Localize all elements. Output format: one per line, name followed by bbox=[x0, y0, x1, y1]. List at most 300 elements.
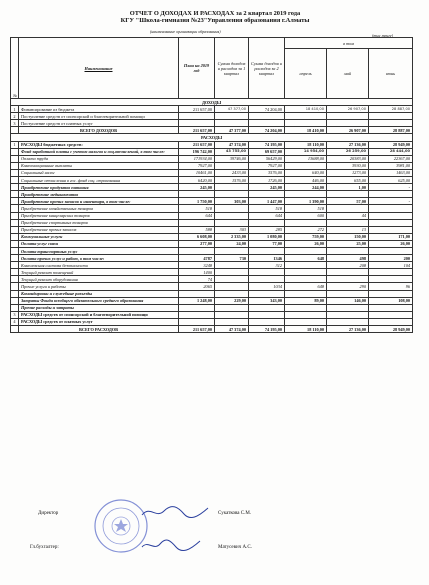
row-number bbox=[11, 198, 19, 205]
cell-q2 bbox=[249, 247, 285, 254]
cell-jun bbox=[369, 311, 413, 318]
title-line-2: КГУ "Школа-гимназия №23"Управления образования г.Алматы bbox=[120, 17, 310, 24]
row-number bbox=[11, 297, 19, 304]
cell-jun: 28 887,00 bbox=[369, 106, 413, 113]
section-title: ДОХОДЫ bbox=[11, 99, 413, 106]
row-label: Социальный налог bbox=[19, 169, 179, 176]
cell-apr bbox=[285, 276, 327, 283]
cell-jun bbox=[369, 290, 413, 297]
row-label: Коммунальные услуги bbox=[19, 233, 179, 240]
cell-jun: 104 bbox=[369, 262, 413, 269]
cell-jun: 3981,00 bbox=[369, 162, 413, 169]
table-row bbox=[11, 184, 413, 191]
table-row bbox=[11, 318, 413, 325]
cell-plan: 10461,00 bbox=[179, 169, 215, 176]
cell-jun: 200 bbox=[369, 255, 413, 262]
cell-q1 bbox=[215, 184, 249, 191]
cell-q1 bbox=[215, 311, 249, 318]
cell-q1: 1576,00 bbox=[215, 177, 249, 184]
cell-apr: 14 954,00 bbox=[285, 148, 327, 155]
cell-q1 bbox=[215, 162, 249, 169]
cell-may: 208 bbox=[327, 262, 369, 269]
cell-may bbox=[327, 120, 369, 127]
cell-q2 bbox=[249, 290, 285, 297]
row-label: Оплата прочих услуг и работ, в том числе: bbox=[19, 255, 179, 262]
cell-may bbox=[327, 304, 369, 311]
cell-q2: 74 195,00 bbox=[249, 141, 285, 148]
cell-q2 bbox=[249, 269, 285, 276]
cell-apr: 600 bbox=[285, 212, 327, 219]
cell-q1 bbox=[215, 212, 249, 219]
row-number bbox=[11, 326, 19, 333]
cell-may: 26 907,00 bbox=[327, 127, 369, 134]
cell-may bbox=[327, 269, 369, 276]
cell-q2 bbox=[249, 219, 285, 226]
table-row bbox=[11, 198, 413, 205]
cell-jun bbox=[369, 205, 413, 212]
row-number bbox=[11, 276, 19, 283]
cell-q2: 74 204,00 bbox=[249, 127, 285, 134]
cell-apr: 272 bbox=[285, 226, 327, 233]
cell-may bbox=[327, 276, 369, 283]
expense-total-row bbox=[11, 326, 413, 333]
cell-may: 146,00 bbox=[327, 297, 369, 304]
cell-plan: 171934,00 bbox=[179, 155, 215, 162]
table-row bbox=[11, 233, 413, 240]
report-title bbox=[60, 10, 370, 24]
cell-q1: 47 377,00 bbox=[215, 127, 249, 134]
cell-q1 bbox=[215, 276, 249, 283]
cell-plan bbox=[179, 247, 215, 254]
table-row bbox=[11, 113, 413, 120]
cell-may bbox=[327, 219, 369, 226]
cell-q1: 229,00 bbox=[215, 297, 249, 304]
cell-plan: 1 248,00 bbox=[179, 297, 215, 304]
row-number: 2 bbox=[11, 113, 19, 120]
table-row bbox=[11, 247, 413, 254]
row-label: Финансирование из бюджета bbox=[19, 106, 179, 113]
table-row bbox=[11, 226, 413, 233]
cell-plan: 74 bbox=[179, 276, 215, 283]
cell-q2 bbox=[249, 276, 285, 283]
cell-apr bbox=[285, 120, 327, 127]
cell-apr: 244,00 bbox=[285, 184, 327, 191]
cell-apr: 640,00 bbox=[285, 169, 327, 176]
cell-q2: 1346 bbox=[249, 255, 285, 262]
cell-plan: 245,00 bbox=[179, 184, 215, 191]
cell-q1 bbox=[215, 283, 249, 290]
row-label: Приобретение прочих запасов и инвентаря, в том числе: bbox=[19, 198, 179, 205]
row-number bbox=[11, 304, 19, 311]
cell-apr: 1 390,00 bbox=[285, 198, 327, 205]
cell-plan: 6 608,00 bbox=[179, 233, 215, 240]
cell-q1: 47 377,00 bbox=[215, 106, 249, 113]
cell-may bbox=[327, 191, 369, 198]
row-number: 1 bbox=[11, 106, 19, 113]
cell-q2: 77,00 bbox=[249, 240, 285, 247]
cell-q1: 303 bbox=[215, 226, 249, 233]
director-name: Сукаткова С.М. bbox=[218, 511, 252, 516]
table-row bbox=[11, 255, 413, 262]
cell-jun bbox=[369, 226, 413, 233]
cell-plan bbox=[179, 304, 215, 311]
row-label: Текущий ремонт оборудования bbox=[19, 276, 179, 283]
cell-apr: 18 110,00 bbox=[285, 141, 327, 148]
cell-plan: 644 bbox=[179, 212, 215, 219]
cell-q1: 47 374,00 bbox=[215, 141, 249, 148]
col-jun: июнь bbox=[369, 49, 413, 99]
cell-may: 27 136,00 bbox=[327, 141, 369, 148]
table-row bbox=[11, 191, 413, 198]
unit-note: (тыс.тенге) bbox=[372, 33, 394, 38]
cell-plan: 6420,00 bbox=[179, 177, 215, 184]
cell-jun bbox=[369, 113, 413, 120]
cell-jun bbox=[369, 318, 413, 325]
row-number bbox=[11, 212, 19, 219]
cell-q1: 24,00 bbox=[215, 240, 249, 247]
row-label: Прочие услуги и работы bbox=[19, 283, 179, 290]
org-note: (наименование организации образования) bbox=[150, 29, 221, 34]
col-q1: Сумма доходов и расходов за 1 квартал bbox=[215, 38, 249, 99]
cell-apr bbox=[285, 311, 327, 318]
row-label: ВСЕГО ДОХОДОВ bbox=[19, 127, 179, 134]
row-number bbox=[11, 127, 19, 134]
cell-may: 13 bbox=[327, 226, 369, 233]
cell-apr: 18 110,00 bbox=[285, 326, 327, 333]
cell-q1: 2433,00 bbox=[215, 169, 249, 176]
cell-q2: 644 bbox=[249, 212, 285, 219]
cell-q2 bbox=[249, 311, 285, 318]
row-number bbox=[11, 255, 19, 262]
cell-may bbox=[327, 290, 369, 297]
table-row bbox=[11, 169, 413, 176]
cell-may: 1,00 bbox=[327, 184, 369, 191]
table-row bbox=[11, 155, 413, 162]
cell-q1: 730 bbox=[215, 255, 249, 262]
cell-may bbox=[327, 311, 369, 318]
cell-jun bbox=[369, 212, 413, 219]
row-label: Социальные отчисления в гос. фонд соц. страхования bbox=[19, 177, 179, 184]
cell-plan: 211 657,00 bbox=[179, 127, 215, 134]
cell-plan: 588 bbox=[179, 226, 215, 233]
header-row-top bbox=[11, 38, 413, 49]
cell-plan bbox=[179, 290, 215, 297]
table-row bbox=[11, 219, 413, 226]
cell-may: 290 bbox=[327, 283, 369, 290]
table-row bbox=[11, 162, 413, 169]
cell-q2: 56429,00 bbox=[249, 155, 285, 162]
cell-plan: 211 657,00 bbox=[179, 326, 215, 333]
cell-apr: 18 410,00 bbox=[285, 127, 327, 134]
row-label: Оплата транспортных услуг bbox=[19, 247, 179, 254]
cell-plan bbox=[179, 318, 215, 325]
cell-q1 bbox=[215, 205, 249, 212]
table-row bbox=[11, 276, 413, 283]
cell-apr bbox=[285, 290, 327, 297]
cell-plan: 4787 bbox=[179, 255, 215, 262]
cell-q1 bbox=[215, 269, 249, 276]
row-label: Оплата труда bbox=[19, 155, 179, 162]
cell-jun bbox=[369, 120, 413, 127]
cell-may: 655,00 bbox=[327, 177, 369, 184]
row-number bbox=[11, 177, 19, 184]
cell-jun: 171,00 bbox=[369, 233, 413, 240]
table-row bbox=[11, 212, 413, 219]
cell-q2: 74 204,00 bbox=[249, 106, 285, 113]
table-row bbox=[11, 148, 413, 155]
cell-apr bbox=[285, 318, 327, 325]
table-row bbox=[11, 106, 413, 113]
cell-q1 bbox=[215, 290, 249, 297]
row-number: 1 bbox=[11, 141, 19, 148]
cell-q2: 343,00 bbox=[249, 297, 285, 304]
cell-may: 3930,00 bbox=[327, 162, 369, 169]
row-label: Приобретение медикаментов bbox=[19, 191, 179, 198]
row-number bbox=[11, 205, 19, 212]
cell-jun bbox=[369, 276, 413, 283]
row-label: Комплексная система безопасности bbox=[19, 262, 179, 269]
row-label: Приобретение спортивных товаров bbox=[19, 219, 179, 226]
cell-plan: 211 657,00 bbox=[179, 106, 215, 113]
cell-q2: 285 bbox=[249, 226, 285, 233]
cell-may bbox=[327, 205, 369, 212]
row-number: 3 bbox=[11, 311, 19, 318]
report-body bbox=[11, 99, 413, 333]
cell-jun bbox=[369, 304, 413, 311]
accountant-name: Матусевич А.С. bbox=[218, 545, 252, 550]
cell-plan bbox=[179, 219, 215, 226]
row-label: Приобретение хозяйственных товаров bbox=[19, 205, 179, 212]
cell-plan bbox=[179, 113, 215, 120]
cell-may bbox=[327, 113, 369, 120]
row-number bbox=[11, 262, 19, 269]
cell-q1 bbox=[215, 304, 249, 311]
col-apr: апрель bbox=[285, 49, 327, 99]
cell-q2 bbox=[249, 318, 285, 325]
cell-plan: 2065 bbox=[179, 283, 215, 290]
cell-may: 26 259,00 bbox=[327, 148, 369, 155]
cell-q2: 518 bbox=[249, 205, 285, 212]
row-label: Командировки и служебные разъезды bbox=[19, 290, 179, 297]
cell-q1 bbox=[215, 113, 249, 120]
row-label: РАСХОДЫ средств от платных услуг bbox=[19, 318, 179, 325]
cell-q1: 39746,00 bbox=[215, 155, 249, 162]
cell-may: 57,00 bbox=[327, 198, 369, 205]
row-label: Приобретение прочих запасов bbox=[19, 226, 179, 233]
cell-apr: 13688,00 bbox=[285, 155, 327, 162]
row-number bbox=[11, 283, 19, 290]
col-no: № bbox=[11, 38, 19, 99]
cell-q2: 3576,00 bbox=[249, 169, 285, 176]
table-row bbox=[11, 283, 413, 290]
cell-plan bbox=[179, 120, 215, 127]
cell-may: 27 136,00 bbox=[327, 326, 369, 333]
cell-jun: 28 949,00 bbox=[369, 141, 413, 148]
table-row bbox=[11, 297, 413, 304]
cell-jun: 28 949,00 bbox=[369, 326, 413, 333]
row-number bbox=[11, 269, 19, 276]
cell-may: 44 bbox=[327, 212, 369, 219]
cell-plan bbox=[179, 191, 215, 198]
cell-apr: 18 410,00 bbox=[285, 106, 327, 113]
table-row bbox=[11, 262, 413, 269]
cell-jun: 1463,00 bbox=[369, 169, 413, 176]
cell-apr bbox=[285, 269, 327, 276]
cell-may: 26 907,00 bbox=[327, 106, 369, 113]
cell-q1: 47 374,00 bbox=[215, 326, 249, 333]
row-number bbox=[11, 191, 19, 198]
row-label: Поступление средств от спонсорской и благотворительной помощи bbox=[19, 113, 179, 120]
income-total-row bbox=[11, 127, 413, 134]
cell-may: 25,00 bbox=[327, 240, 369, 247]
cell-q2: 69 657,00 bbox=[249, 148, 285, 155]
col-may: май bbox=[327, 49, 369, 99]
table-row bbox=[11, 141, 413, 148]
section-income bbox=[11, 99, 413, 106]
cell-q1: 2 335,00 bbox=[215, 233, 249, 240]
row-number: 3 bbox=[11, 120, 19, 127]
title-line-1: ОТЧЕТ О ДОХОДАХ И РАСХОДАХ за 2 квартал 2019 года bbox=[129, 10, 301, 17]
cell-jun: 625,00 bbox=[369, 177, 413, 184]
section-title: РАСХОДЫ bbox=[11, 134, 413, 141]
cell-q1 bbox=[215, 120, 249, 127]
row-label: Оплата услуг связи bbox=[19, 240, 179, 247]
table-row bbox=[11, 311, 413, 318]
row-number bbox=[11, 233, 19, 240]
row-label: Текущий ремонт помещений bbox=[19, 269, 179, 276]
cell-q2 bbox=[249, 191, 285, 198]
cell-plan: 196 742,00 bbox=[179, 148, 215, 155]
row-label: Приобретение продуктов питания bbox=[19, 184, 179, 191]
cell-plan: 518 bbox=[179, 205, 215, 212]
cell-plan: 7927,00 bbox=[179, 162, 215, 169]
row-label: Затраты Фонда всеобщего обязательного среднего образования bbox=[19, 297, 179, 304]
cell-may bbox=[327, 318, 369, 325]
cell-q2: 7927,00 bbox=[249, 162, 285, 169]
table-row bbox=[11, 269, 413, 276]
cell-apr: 446,00 bbox=[285, 177, 327, 184]
report-table bbox=[10, 37, 413, 333]
col-plan: План на 2019 год bbox=[179, 38, 215, 99]
cell-may: 1273,00 bbox=[327, 169, 369, 176]
col-in-total: в том bbox=[285, 38, 413, 49]
cell-apr: 648 bbox=[285, 283, 327, 290]
row-label: Прочие расходы и затраты bbox=[19, 304, 179, 311]
col-name: Наименование bbox=[19, 38, 179, 99]
row-label: Приобретение канцелярских товаров bbox=[19, 212, 179, 219]
row-label: ВСЕГО РАСХОДОВ bbox=[19, 326, 179, 333]
cell-apr: 759,00 bbox=[285, 233, 327, 240]
cell-jun: 96 bbox=[369, 283, 413, 290]
cell-jun: 28 887,00 bbox=[369, 127, 413, 134]
row-number bbox=[11, 226, 19, 233]
cell-jun: 28 444,00 bbox=[369, 148, 413, 155]
cell-jun bbox=[369, 247, 413, 254]
row-label: РАСХОДЫ средств от спонсорской и благотворительной помощи bbox=[19, 311, 179, 318]
cell-q2: 1726,00 bbox=[249, 177, 285, 184]
cell-apr bbox=[285, 113, 327, 120]
cell-plan: 3248 bbox=[179, 262, 215, 269]
row-number bbox=[11, 219, 19, 226]
cell-apr: 518 bbox=[285, 205, 327, 212]
cell-q2: 245,00 bbox=[249, 184, 285, 191]
cell-jun bbox=[369, 219, 413, 226]
director-label: Директор bbox=[38, 511, 59, 516]
cell-q2: 312 bbox=[249, 262, 285, 269]
cell-apr bbox=[285, 262, 327, 269]
cell-apr bbox=[285, 191, 327, 198]
cell-q1: 303,00 bbox=[215, 198, 249, 205]
accountant-signature-icon bbox=[140, 537, 202, 553]
cell-q1 bbox=[215, 191, 249, 198]
cell-apr bbox=[285, 247, 327, 254]
cell-apr bbox=[285, 162, 327, 169]
row-label: Поступление средств от платных услуг bbox=[19, 120, 179, 127]
cell-plan: 1400 bbox=[179, 269, 215, 276]
cell-plan: 211 657,00 bbox=[179, 141, 215, 148]
cell-jun: 22367,00 bbox=[369, 155, 413, 162]
cell-jun: - bbox=[369, 198, 413, 205]
cell-q1 bbox=[215, 262, 249, 269]
row-number bbox=[11, 169, 19, 176]
row-label: Компенсационные выплаты bbox=[19, 162, 179, 169]
table-row bbox=[11, 120, 413, 127]
cell-apr bbox=[285, 304, 327, 311]
cell-jun: - bbox=[369, 184, 413, 191]
cell-may: 498 bbox=[327, 255, 369, 262]
cell-jun: 26,00 bbox=[369, 240, 413, 247]
row-number bbox=[11, 162, 19, 169]
cell-jun: 108,00 bbox=[369, 297, 413, 304]
row-number: 4 bbox=[11, 318, 19, 325]
cell-q2 bbox=[249, 120, 285, 127]
cell-plan: 1 750,00 bbox=[179, 198, 215, 205]
table-row bbox=[11, 177, 413, 184]
cell-may: 150,00 bbox=[327, 233, 369, 240]
col-q2: Сумма доходов и расходов за 2 квартал bbox=[249, 38, 285, 99]
row-number bbox=[11, 247, 19, 254]
cell-q2: 1 080,00 bbox=[249, 233, 285, 240]
cell-q2: 1034 bbox=[249, 283, 285, 290]
cell-q2: 74 195,00 bbox=[249, 326, 285, 333]
cell-apr: 89,00 bbox=[285, 297, 327, 304]
table-row bbox=[11, 205, 413, 212]
accountant-label: Гл.бухгалтер: bbox=[30, 545, 59, 550]
section-expenses bbox=[11, 134, 413, 141]
director-signature-icon bbox=[140, 503, 210, 521]
cell-q1 bbox=[215, 247, 249, 254]
cell-jun bbox=[369, 191, 413, 198]
cell-q1: 43 755,00 bbox=[215, 148, 249, 155]
cell-q2 bbox=[249, 113, 285, 120]
cell-apr: 26,00 bbox=[285, 240, 327, 247]
cell-q1 bbox=[215, 219, 249, 226]
cell-q2: 1 447,00 bbox=[249, 198, 285, 205]
cell-q2 bbox=[249, 304, 285, 311]
cell-may bbox=[327, 247, 369, 254]
cell-plan: 277,00 bbox=[179, 240, 215, 247]
row-number bbox=[11, 240, 19, 247]
row-number bbox=[11, 148, 19, 155]
cell-apr: 648 bbox=[285, 255, 327, 262]
row-label: Фонд заработной платы с учетом налогов и соц.отчислений, в том числе: bbox=[19, 148, 179, 155]
table-row bbox=[11, 304, 413, 311]
cell-may: 20383,00 bbox=[327, 155, 369, 162]
row-number bbox=[11, 155, 19, 162]
cell-apr bbox=[285, 219, 327, 226]
cell-plan bbox=[179, 311, 215, 318]
cell-q1 bbox=[215, 318, 249, 325]
